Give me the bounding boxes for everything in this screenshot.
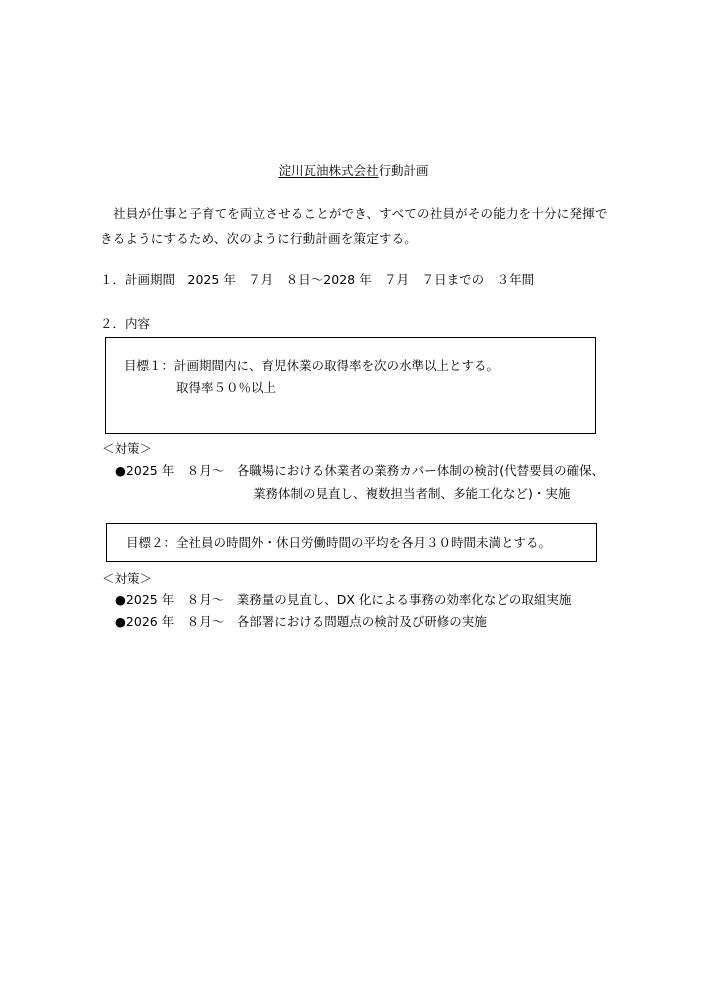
measure-2-item-1: ●2025 年 ８月～ 業務量の見直し、DX 化による事務の効率化などの取組実施 <box>115 592 572 607</box>
measure-2-item-2: ●2026 年 ８月～ 各部署における問題点の検討及び研修の実施 <box>115 614 487 629</box>
goal-1-target: 取得率５０％以上 <box>176 380 277 395</box>
plan-period: １．計画期間 2025 年 ７月 ８日～2028 年 ７月 ７日までの ３年間 <box>100 272 535 287</box>
intro-line-1: 社員が仕事と子育てを両立させることができ、すべての社員がその能力を十分に発揮で <box>113 206 608 221</box>
intro-line-2: きるようにするため、次のように行動計画を策定する。 <box>100 231 418 246</box>
goal-2-text: 目標２：全社員の時間外・休日労働時間の平均を各月３０時間未満とする。 <box>126 535 552 550</box>
measures-1-heading: ＜対策＞ <box>102 441 153 456</box>
measure-1-item: ●2025 年 ８月～ 各職場における休業者の業務カバー体制の検討(代替要員の確保、 <box>115 463 605 478</box>
company-name: 淀川瓦油株式会社 <box>278 163 379 178</box>
measure-1-item-continued: 業務体制の見直し、複数担当者制、多能工化など)・実施 <box>253 486 571 501</box>
goal-1-text: 目標１：計画期間内に、育児休業の取得率を次の水準以上とする。 <box>124 358 500 373</box>
section-contents-heading: ２．内容 <box>100 316 151 331</box>
page-title <box>0 165 707 178</box>
measures-2-heading: ＜対策＞ <box>102 571 153 586</box>
title-suffix: 行動計画 <box>378 163 429 178</box>
